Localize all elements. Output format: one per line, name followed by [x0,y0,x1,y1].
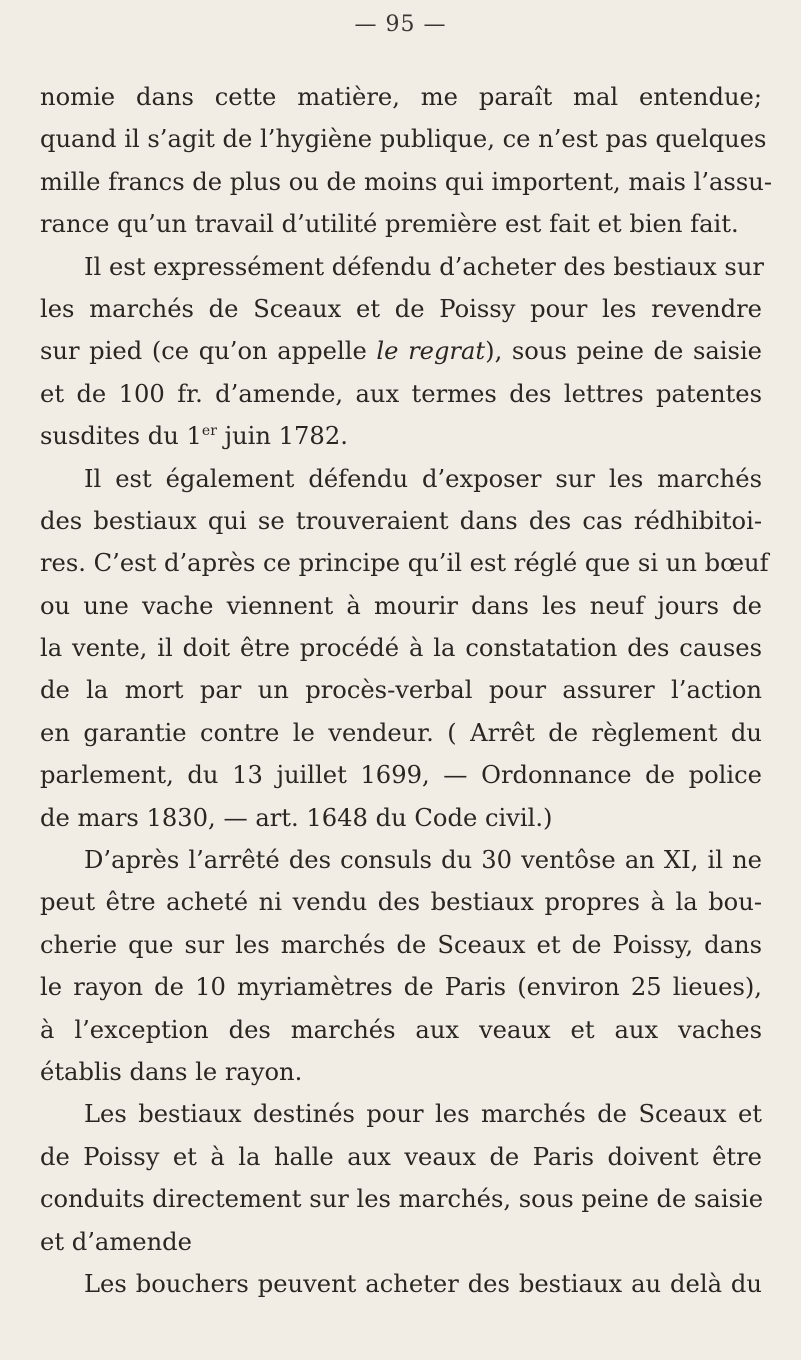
text-line: ou une vache viennent à mourir dans les neuf jours de [40,591,762,620]
text-line: cherie que sur les marchés de Sceaux et de Poissy, dans [40,930,762,959]
text-line: parlement, du 13 juillet 1699, — Ordonnance de police [40,761,762,790]
text-line: quand il s’agit de l’hygiène publique, ce n’est pas quelques [40,125,767,154]
text-line: Les bouchers peuvent acheter des bestiaux au delà du [84,1269,762,1298]
text-segment: susdites du 1 [40,422,202,451]
text-segment: juin 1782. [216,422,348,451]
page-number: — 95 — [354,12,447,37]
text-line: res. C’est d’après ce principe qu’il est réglé que si un bœuf [40,549,769,578]
text-line: la vente, il doit être procédé à la constatation des causes [40,634,762,663]
body-text [40,76,773,1305]
text-line: Les bestiaux destinés pour les marchés de Sceaux et [84,1100,762,1129]
text-line: à l’exception des marchés aux veaux et aux vaches [40,1015,762,1044]
text-line: Il est également défendu d’exposer sur les marchés [84,464,762,493]
text-line: mille francs de plus ou de moins qui importent, mais l’assu- [40,167,773,196]
text-line: Il est expressément défendu d’acheter des bestiaux sur [84,252,764,281]
text-line: et d’amende [40,1227,192,1256]
text-line: établis dans le rayon. [40,1057,303,1086]
text-line: des bestiaux qui se trouveraient dans des cas rédhibitoi- [40,506,762,535]
text-line: en garantie contre le vendeur. ( Arrêt de règlement du [40,718,762,747]
superscript: er [201,423,217,440]
text-line: le rayon de 10 myriamètres de Paris (environ 25 lieues), [40,973,762,1002]
text-line: rance qu’un travail d’utilité première est fait et bien fait. [40,210,739,239]
text-segment: ), sous peine de saisie [485,337,762,366]
text-line: de mars 1830, — art. 1648 du Code civil.) [40,803,553,832]
italic-term: le regrat [376,337,486,366]
text-line: les marchés de Sceaux et de Poissy pour les revendre [40,294,762,323]
text-segment: sur pied (ce qu’on appelle [40,337,377,366]
text-line [40,330,762,372]
text-line [40,415,762,457]
text-line: nomie dans cette matière, me paraît mal entendue; [40,83,762,111]
text-line: et de 100 fr. d’amende, aux termes des lettres patentes [40,379,762,408]
text-line: conduits directement sur les marchés, sous peine de saisie [40,1185,764,1214]
text-line: de Poissy et à la halle aux veaux de Paris doivent être [40,1142,762,1171]
text-line: de la mort par un procès-verbal pour assurer l’action [40,676,762,705]
text-line: D’après l’arrêté des consuls du 30 ventôse an XI, il ne [84,846,762,875]
text-line: peut être acheté ni vendu des bestiaux propres à la bou- [40,888,762,917]
